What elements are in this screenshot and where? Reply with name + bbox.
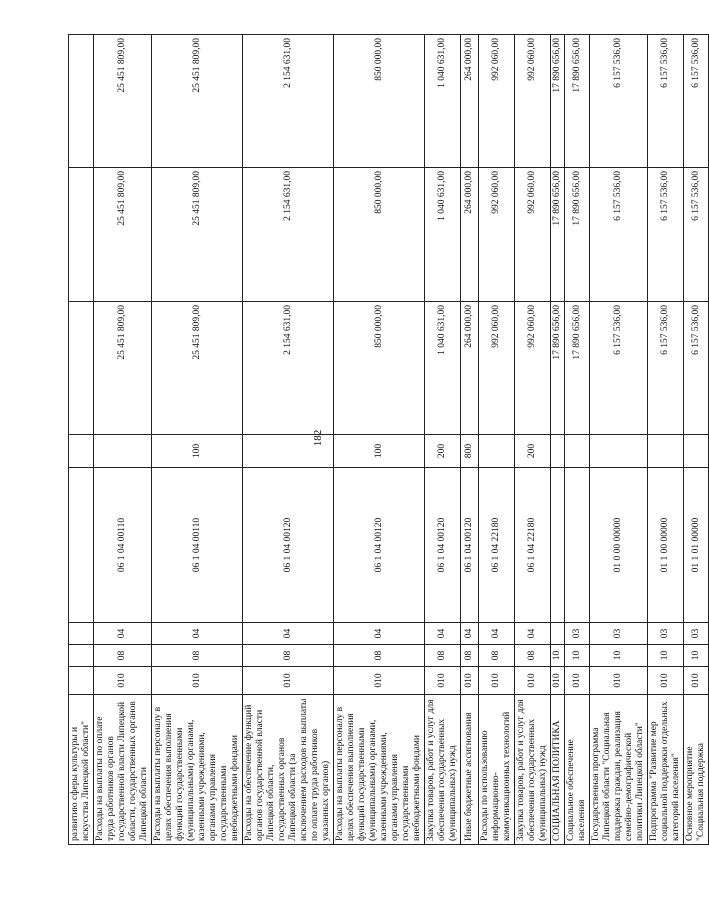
row-target-article-code: 06 1 04 22180 xyxy=(515,468,551,623)
row-expense-type-code xyxy=(94,435,152,468)
table-row xyxy=(551,35,565,845)
row-grbs-code: 010 xyxy=(684,667,709,695)
row-target-article-code xyxy=(69,468,94,623)
row-amount-year-3: 17 890 656,00 xyxy=(551,35,565,168)
row-section-code: 08 xyxy=(334,645,425,667)
table-row xyxy=(684,35,709,845)
row-expense-type-code xyxy=(551,435,565,468)
row-grbs-code: 010 xyxy=(425,667,461,695)
row-amount-year-2: 25 451 809,00 xyxy=(94,168,152,302)
budget-table xyxy=(68,34,709,845)
row-subsection-code: 04 xyxy=(425,623,461,645)
rotated-page-content xyxy=(68,35,706,845)
row-target-article-code: 06 1 04 00120 xyxy=(425,468,461,623)
row-amount-year-1: 6 157 536,00 xyxy=(648,302,684,435)
row-name: Закупка товаров, работ и услуг для обеспечения государственных (муниципальных) нужд xyxy=(515,695,551,845)
row-name: Закупка товаров, работ и услуг для обеспечения государственных (муниципальных) нужд xyxy=(425,695,461,845)
row-grbs-code xyxy=(69,667,94,695)
row-amount-year-2: 6 157 536,00 xyxy=(684,168,709,302)
row-amount-year-2: 2 154 631,00 xyxy=(243,168,334,302)
row-grbs-code: 010 xyxy=(94,667,152,695)
row-target-article-code: 01 1 00 00000 xyxy=(648,468,684,623)
row-amount-year-1: 17 890 656,00 xyxy=(565,302,590,435)
row-section-code xyxy=(69,645,94,667)
row-grbs-code: 010 xyxy=(565,667,590,695)
row-grbs-code: 010 xyxy=(461,667,479,695)
row-amount-year-1: 992 060,00 xyxy=(515,302,551,435)
row-name: развитию сферы культуры и искусства Липецкой области" xyxy=(69,695,94,845)
row-expense-type-code xyxy=(590,435,648,468)
row-target-article-code xyxy=(565,468,590,623)
row-section-code: 10 xyxy=(590,645,648,667)
row-amount-year-3: 264 000,00 xyxy=(461,35,479,168)
row-subsection-code: 04 xyxy=(515,623,551,645)
row-section-code: 08 xyxy=(479,645,515,667)
row-subsection-code: 04 xyxy=(479,623,515,645)
table-row xyxy=(243,35,334,845)
row-grbs-code: 010 xyxy=(479,667,515,695)
row-amount-year-3: 1 040 631,00 xyxy=(425,35,461,168)
row-section-code: 08 xyxy=(243,645,334,667)
row-amount-year-3: 2 154 631,00 xyxy=(243,35,334,168)
row-amount-year-1: 992 060,00 xyxy=(479,302,515,435)
row-target-article-code: 06 1 04 22180 xyxy=(479,468,515,623)
table-row xyxy=(69,35,94,845)
row-amount-year-2: 6 157 536,00 xyxy=(648,168,684,302)
row-amount-year-3 xyxy=(69,35,94,168)
table-row xyxy=(479,35,515,845)
row-expense-type-code: 800 xyxy=(461,435,479,468)
row-amount-year-1: 2 154 631,00 xyxy=(243,302,334,435)
row-subsection-code: 04 xyxy=(94,623,152,645)
row-grbs-code: 010 xyxy=(334,667,425,695)
row-target-article-code: 06 1 04 00110 xyxy=(152,468,243,623)
budget-table-body xyxy=(69,35,709,845)
row-grbs-code: 010 xyxy=(590,667,648,695)
row-name: Основное мероприятие "Социальная поддержка xyxy=(684,695,709,845)
row-section-code: 08 xyxy=(515,645,551,667)
row-expense-type-code xyxy=(69,435,94,468)
row-subsection-code: 03 xyxy=(565,623,590,645)
row-expense-type-code: 100 xyxy=(334,435,425,468)
row-amount-year-1: 6 157 536,00 xyxy=(590,302,648,435)
row-amount-year-3: 6 157 536,00 xyxy=(684,35,709,168)
row-amount-year-2: 17 890 656,00 xyxy=(565,168,590,302)
row-name: Государственная программа Липецкой области "Социальная поддержка граждан, реализация семейно-демографической политики Липецкой области" xyxy=(590,695,648,845)
row-name: Расходы на выплаты персоналу в целях обеспечения выполнения функций государственными (муниципальными) органами, казенными учреждениями, органами управления государственными внебюджетными фондами xyxy=(152,695,243,845)
row-amount-year-1: 264 000,00 xyxy=(461,302,479,435)
table-row xyxy=(425,35,461,845)
row-grbs-code: 010 xyxy=(152,667,243,695)
row-name: Социальное обеспечение населения xyxy=(565,695,590,845)
row-section-code: 10 xyxy=(551,645,565,667)
row-amount-year-1: 25 451 809,00 xyxy=(94,302,152,435)
row-amount-year-3: 992 060,00 xyxy=(515,35,551,168)
row-grbs-code: 010 xyxy=(551,667,565,695)
row-amount-year-2: 992 060,00 xyxy=(479,168,515,302)
row-target-article-code: 01 0 00 00000 xyxy=(590,468,648,623)
row-subsection-code: 03 xyxy=(684,623,709,645)
row-expense-type-code: 200 xyxy=(515,435,551,468)
row-expense-type-code xyxy=(479,435,515,468)
table-row xyxy=(461,35,479,845)
row-expense-type-code: 100 xyxy=(152,435,243,468)
row-target-article-code: 01 1 01 00000 xyxy=(684,468,709,623)
row-amount-year-1: 1 040 631,00 xyxy=(425,302,461,435)
row-amount-year-3: 17 890 656,00 xyxy=(565,35,590,168)
row-amount-year-2: 25 451 809,00 xyxy=(152,168,243,302)
row-subsection-code: 03 xyxy=(590,623,648,645)
row-amount-year-1: 6 157 536,00 xyxy=(684,302,709,435)
row-name: Подпрограмма "Развитие мер социальной поддержки отдельных категорий населения" xyxy=(648,695,684,845)
row-amount-year-2: 1 040 631,00 xyxy=(425,168,461,302)
row-amount-year-2: 850 000,00 xyxy=(334,168,425,302)
row-subsection-code: 04 xyxy=(461,623,479,645)
row-subsection-code: 03 xyxy=(648,623,684,645)
row-grbs-code: 010 xyxy=(243,667,334,695)
row-target-article-code: 06 1 04 00120 xyxy=(461,468,479,623)
row-section-code: 08 xyxy=(152,645,243,667)
table-row xyxy=(152,35,243,845)
row-target-article-code: 06 1 04 00120 xyxy=(334,468,425,623)
row-target-article-code: 06 1 04 00120 xyxy=(243,468,334,623)
row-target-article-code: 06 1 04 00110 xyxy=(94,468,152,623)
row-name: Иные бюджетные ассигнования xyxy=(461,695,479,845)
table-row xyxy=(334,35,425,845)
row-expense-type-code xyxy=(684,435,709,468)
row-amount-year-1: 17 890 656,00 xyxy=(551,302,565,435)
page-number: 182 xyxy=(312,429,324,447)
table-row xyxy=(515,35,551,845)
row-section-code: 08 xyxy=(94,645,152,667)
row-section-code: 08 xyxy=(461,645,479,667)
row-section-code: 08 xyxy=(425,645,461,667)
row-expense-type-code xyxy=(565,435,590,468)
row-subsection-code: 04 xyxy=(243,623,334,645)
row-name: Расходы на выплаты персоналу в целях обеспечения выполнения функций государственными (муниципальными) органами, казенными учреждениями, органами управления государственными внебюджетными фондами xyxy=(334,695,425,845)
row-name: Расходы по использованию информационно-коммуникационных технологий xyxy=(479,695,515,845)
row-subsection-code xyxy=(69,623,94,645)
row-amount-year-1: 25 451 809,00 xyxy=(152,302,243,435)
row-section-code: 10 xyxy=(565,645,590,667)
row-subsection-code xyxy=(551,623,565,645)
row-amount-year-2: 264 000,00 xyxy=(461,168,479,302)
row-grbs-code: 010 xyxy=(515,667,551,695)
row-amount-year-3: 6 157 536,00 xyxy=(648,35,684,168)
row-expense-type-code xyxy=(243,435,334,468)
row-amount-year-3: 25 451 809,00 xyxy=(94,35,152,168)
table-row xyxy=(565,35,590,845)
row-expense-type-code: 200 xyxy=(425,435,461,468)
row-amount-year-3: 25 451 809,00 xyxy=(152,35,243,168)
row-amount-year-1: 850 000,00 xyxy=(334,302,425,435)
table-row xyxy=(648,35,684,845)
row-subsection-code: 04 xyxy=(152,623,243,645)
row-amount-year-2: 992 060,00 xyxy=(515,168,551,302)
row-subsection-code: 04 xyxy=(334,623,425,645)
row-amount-year-2 xyxy=(69,168,94,302)
row-expense-type-code xyxy=(648,435,684,468)
row-name: Расходы на выплаты по оплате труда работников органов государственной власти Липецкой области, государственных органов Липецкой области xyxy=(94,695,152,845)
row-name: СОЦИАЛЬНАЯ ПОЛИТИКА xyxy=(551,695,565,845)
row-amount-year-2: 6 157 536,00 xyxy=(590,168,648,302)
row-amount-year-3: 992 060,00 xyxy=(479,35,515,168)
row-amount-year-1 xyxy=(69,302,94,435)
row-grbs-code: 010 xyxy=(648,667,684,695)
row-amount-year-3: 6 157 536,00 xyxy=(590,35,648,168)
table-row xyxy=(590,35,648,845)
table-row xyxy=(94,35,152,845)
row-section-code: 10 xyxy=(684,645,709,667)
row-amount-year-3: 850 000,00 xyxy=(334,35,425,168)
row-section-code: 10 xyxy=(648,645,684,667)
row-amount-year-2: 17 890 656,00 xyxy=(551,168,565,302)
row-name: Расходы на обеспечение функций органов государственной власти Липецкой области, государственных органов Липецкой области (за исключением расходов на выплаты по оплате труда работников указанных органов) xyxy=(243,695,334,845)
row-target-article-code xyxy=(551,468,565,623)
